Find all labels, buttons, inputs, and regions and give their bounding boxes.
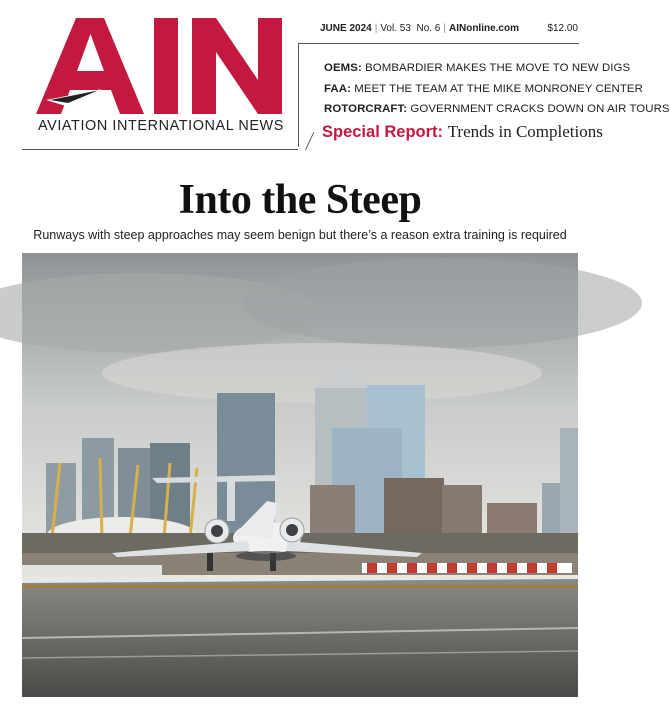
issue-volume: Vol. 53 [380, 23, 411, 34]
publication-subtitle: AVIATION INTERNATIONAL NEWS [38, 118, 284, 134]
masthead-divider [22, 127, 298, 150]
teaser-oems[interactable] [324, 62, 631, 74]
teaser-tag: OEMS: [324, 62, 362, 74]
separator: | [443, 23, 446, 34]
website-link[interactable]: AINonline.com [448, 23, 519, 34]
teaser-list [324, 62, 670, 124]
teaser-tag: FAA: [324, 82, 351, 95]
cover-photo [22, 253, 578, 697]
issue-line [320, 23, 578, 34]
special-report[interactable] [322, 122, 603, 142]
cover-deck: Runways with steep approaches may seem benign but there’s a reason extra training is required [33, 228, 567, 242]
issue-number: No. 6 [416, 23, 441, 34]
teaser-text: BOMBARDIER MAKES THE MOVE TO NEW DIGS [365, 62, 631, 74]
issue-date: JUNE 2024 [320, 23, 372, 34]
ain-logo[interactable] [36, 14, 288, 118]
teaser-rotorcraft[interactable] [324, 103, 670, 115]
special-report-topic: Trends in Completions [447, 122, 603, 141]
teaser-faa[interactable] [324, 82, 643, 95]
special-report-label: Special Report: [322, 123, 444, 141]
cover-headline[interactable]: Into the Steep [178, 177, 422, 223]
issue-price: $12.00 [547, 23, 578, 34]
teaser-tag: ROTORCRAFT: [324, 103, 408, 115]
teaser-text: GOVERNMENT CRACKS DOWN ON AIR TOURS [410, 103, 670, 115]
separator: | [374, 23, 378, 34]
teaser-text: MEET THE TEAM AT THE MIKE MONRONEY CENTER [354, 82, 643, 95]
